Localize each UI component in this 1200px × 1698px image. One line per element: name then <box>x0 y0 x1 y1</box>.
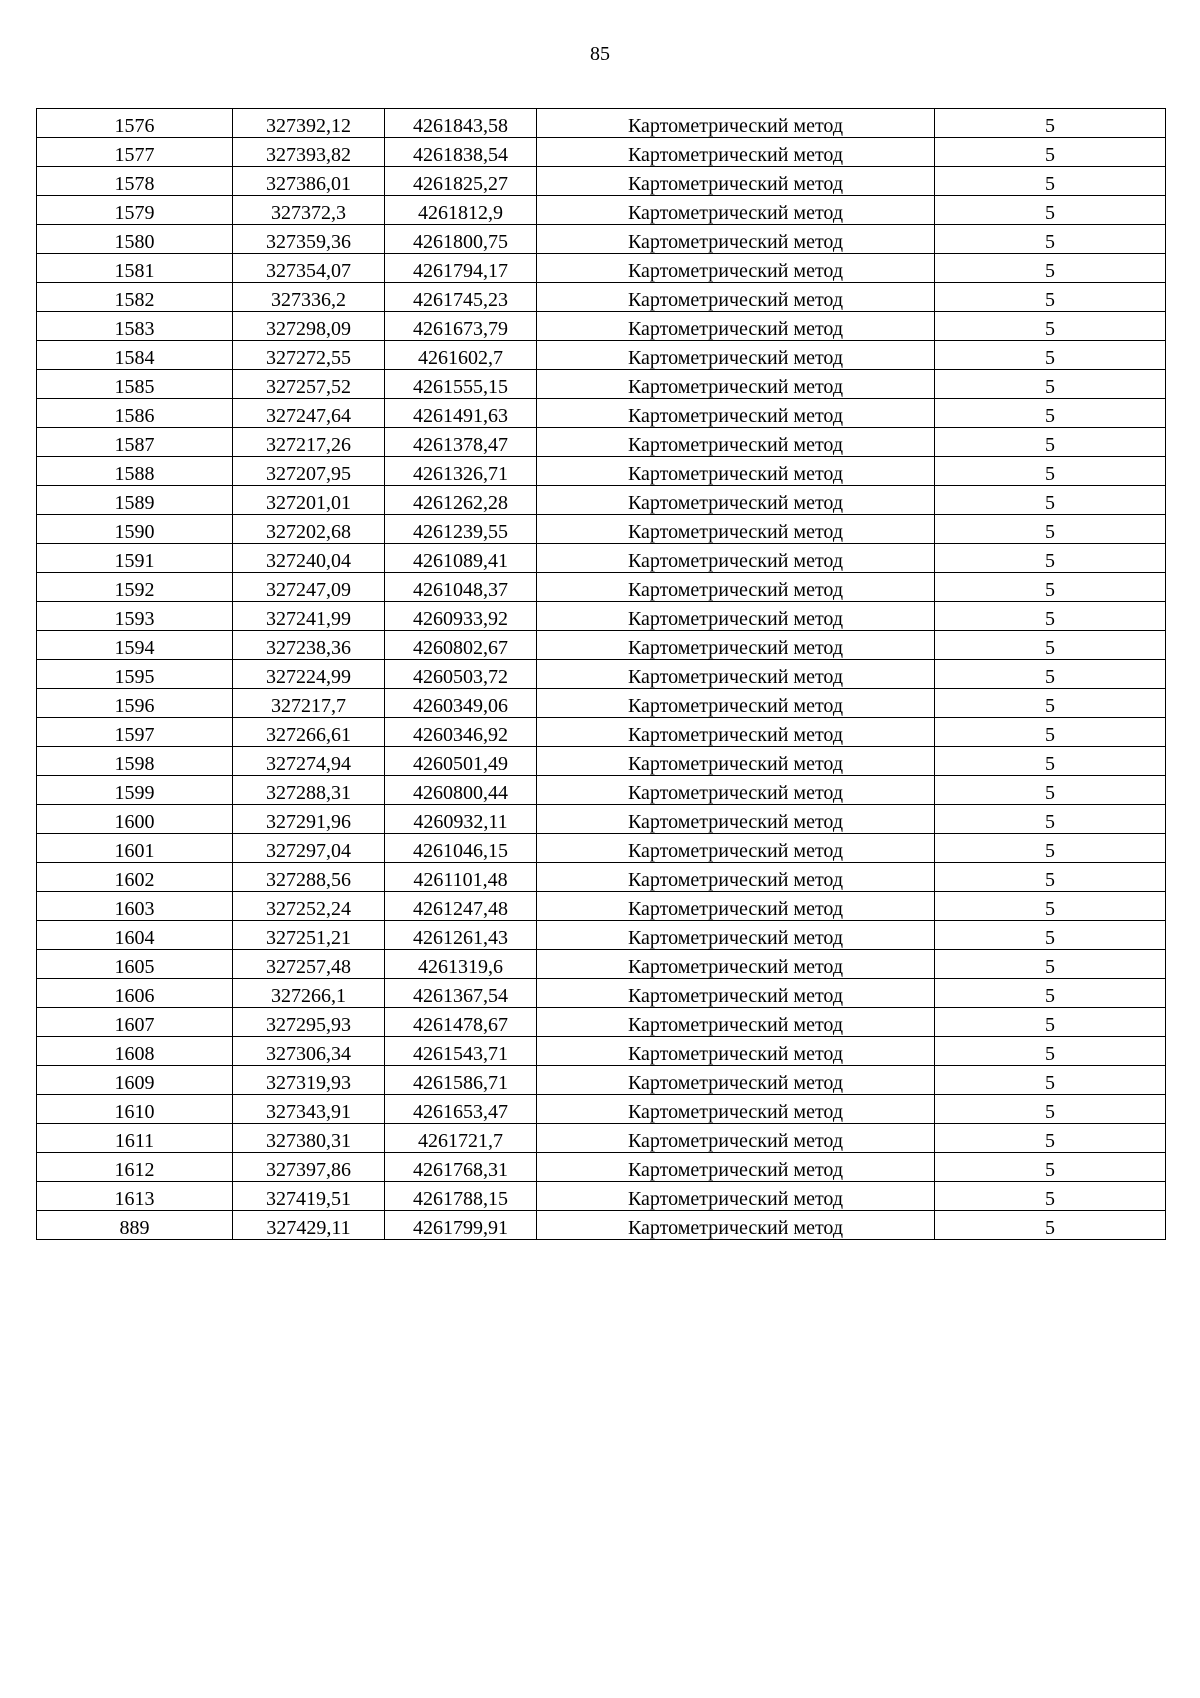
accuracy-cell: 5 <box>935 1153 1166 1182</box>
point-number-cell: 1605 <box>37 950 233 979</box>
y-coordinate-cell: 4261247,48 <box>385 892 537 921</box>
y-coordinate-cell: 4261555,15 <box>385 370 537 399</box>
x-coordinate-cell: 327291,96 <box>233 805 385 834</box>
y-coordinate-cell: 4261319,6 <box>385 950 537 979</box>
method-cell: Картометрический метод <box>537 428 935 457</box>
accuracy-cell: 5 <box>935 544 1166 573</box>
y-coordinate-cell: 4260800,44 <box>385 776 537 805</box>
method-cell: Картометрический метод <box>537 167 935 196</box>
x-coordinate-cell: 327217,26 <box>233 428 385 457</box>
table-row <box>37 254 1166 283</box>
point-number-cell: 1597 <box>37 718 233 747</box>
y-coordinate-cell: 4260933,92 <box>385 602 537 631</box>
method-cell: Картометрический метод <box>537 399 935 428</box>
method-cell: Картометрический метод <box>537 979 935 1008</box>
accuracy-cell: 5 <box>935 1066 1166 1095</box>
table-row <box>37 660 1166 689</box>
x-coordinate-cell: 327257,48 <box>233 950 385 979</box>
point-number-cell: 1581 <box>37 254 233 283</box>
point-number-cell: 1585 <box>37 370 233 399</box>
point-number-cell: 1592 <box>37 573 233 602</box>
method-cell: Картометрический метод <box>537 718 935 747</box>
accuracy-cell: 5 <box>935 805 1166 834</box>
table-row <box>37 1037 1166 1066</box>
point-number-cell: 1589 <box>37 486 233 515</box>
table-row <box>37 1095 1166 1124</box>
point-number-cell: 1591 <box>37 544 233 573</box>
point-number-cell: 1609 <box>37 1066 233 1095</box>
x-coordinate-cell: 327336,2 <box>233 283 385 312</box>
point-number-cell: 1576 <box>37 109 233 138</box>
x-coordinate-cell: 327201,01 <box>233 486 385 515</box>
table-row <box>37 544 1166 573</box>
x-coordinate-cell: 327266,61 <box>233 718 385 747</box>
accuracy-cell: 5 <box>935 254 1166 283</box>
x-coordinate-cell: 327429,11 <box>233 1211 385 1240</box>
x-coordinate-cell: 327386,01 <box>233 167 385 196</box>
point-number-cell: 1582 <box>37 283 233 312</box>
table-row <box>37 138 1166 167</box>
accuracy-cell: 5 <box>935 370 1166 399</box>
method-cell: Картометрический метод <box>537 196 935 225</box>
method-cell: Картометрический метод <box>537 544 935 573</box>
accuracy-cell: 5 <box>935 776 1166 805</box>
x-coordinate-cell: 327393,82 <box>233 138 385 167</box>
table-row <box>37 921 1166 950</box>
page-number: 85 <box>590 43 610 65</box>
accuracy-cell: 5 <box>935 1037 1166 1066</box>
y-coordinate-cell: 4261768,31 <box>385 1153 537 1182</box>
method-cell: Картометрический метод <box>537 457 935 486</box>
point-number-cell: 889 <box>37 1211 233 1240</box>
table-row <box>37 109 1166 138</box>
x-coordinate-cell: 327207,95 <box>233 457 385 486</box>
point-number-cell: 1608 <box>37 1037 233 1066</box>
accuracy-cell: 5 <box>935 312 1166 341</box>
point-number-cell: 1577 <box>37 138 233 167</box>
x-coordinate-cell: 327288,31 <box>233 776 385 805</box>
table-row <box>37 631 1166 660</box>
table-row <box>37 1124 1166 1153</box>
method-cell: Картометрический метод <box>537 776 935 805</box>
y-coordinate-cell: 4261261,43 <box>385 921 537 950</box>
method-cell: Картометрический метод <box>537 573 935 602</box>
accuracy-cell: 5 <box>935 428 1166 457</box>
method-cell: Картометрический метод <box>537 805 935 834</box>
accuracy-cell: 5 <box>935 399 1166 428</box>
method-cell: Картометрический метод <box>537 631 935 660</box>
point-number-cell: 1611 <box>37 1124 233 1153</box>
x-coordinate-cell: 327295,93 <box>233 1008 385 1037</box>
x-coordinate-cell: 327392,12 <box>233 109 385 138</box>
y-coordinate-cell: 4261745,23 <box>385 283 537 312</box>
table-row <box>37 1153 1166 1182</box>
y-coordinate-cell: 4261812,9 <box>385 196 537 225</box>
point-number-cell: 1601 <box>37 834 233 863</box>
point-number-cell: 1600 <box>37 805 233 834</box>
y-coordinate-cell: 4260501,49 <box>385 747 537 776</box>
method-cell: Картометрический метод <box>537 312 935 341</box>
point-number-cell: 1594 <box>37 631 233 660</box>
method-cell: Картометрический метод <box>537 1095 935 1124</box>
table-row <box>37 399 1166 428</box>
point-number-cell: 1598 <box>37 747 233 776</box>
x-coordinate-cell: 327288,56 <box>233 863 385 892</box>
y-coordinate-cell: 4261788,15 <box>385 1182 537 1211</box>
x-coordinate-cell: 327419,51 <box>233 1182 385 1211</box>
accuracy-cell: 5 <box>935 109 1166 138</box>
point-number-cell: 1613 <box>37 1182 233 1211</box>
y-coordinate-cell: 4261326,71 <box>385 457 537 486</box>
table-row <box>37 805 1166 834</box>
x-coordinate-cell: 327202,68 <box>233 515 385 544</box>
table-row <box>37 1066 1166 1095</box>
y-coordinate-cell: 4261367,54 <box>385 979 537 1008</box>
accuracy-cell: 5 <box>935 1008 1166 1037</box>
point-number-cell: 1586 <box>37 399 233 428</box>
table-row <box>37 225 1166 254</box>
accuracy-cell: 5 <box>935 689 1166 718</box>
accuracy-cell: 5 <box>935 138 1166 167</box>
y-coordinate-cell: 4261800,75 <box>385 225 537 254</box>
x-coordinate-cell: 327272,55 <box>233 341 385 370</box>
method-cell: Картометрический метод <box>537 1124 935 1153</box>
accuracy-cell: 5 <box>935 515 1166 544</box>
method-cell: Картометрический метод <box>537 1182 935 1211</box>
table-row <box>37 863 1166 892</box>
table-row <box>37 718 1166 747</box>
accuracy-cell: 5 <box>935 1182 1166 1211</box>
x-coordinate-cell: 327380,31 <box>233 1124 385 1153</box>
table-row <box>37 1211 1166 1240</box>
accuracy-cell: 5 <box>935 631 1166 660</box>
accuracy-cell: 5 <box>935 921 1166 950</box>
point-number-cell: 1587 <box>37 428 233 457</box>
point-number-cell: 1610 <box>37 1095 233 1124</box>
point-number-cell: 1593 <box>37 602 233 631</box>
x-coordinate-cell: 327251,21 <box>233 921 385 950</box>
method-cell: Картометрический метод <box>537 863 935 892</box>
table-row <box>37 515 1166 544</box>
accuracy-cell: 5 <box>935 747 1166 776</box>
accuracy-cell: 5 <box>935 457 1166 486</box>
accuracy-cell: 5 <box>935 892 1166 921</box>
x-coordinate-cell: 327372,3 <box>233 196 385 225</box>
y-coordinate-cell: 4261799,91 <box>385 1211 537 1240</box>
table-row <box>37 602 1166 631</box>
method-cell: Картометрический метод <box>537 660 935 689</box>
accuracy-cell: 5 <box>935 486 1166 515</box>
y-coordinate-cell: 4260503,72 <box>385 660 537 689</box>
table-row <box>37 312 1166 341</box>
method-cell: Картометрический метод <box>537 892 935 921</box>
table-row <box>37 776 1166 805</box>
table-row <box>37 689 1166 718</box>
x-coordinate-cell: 327266,1 <box>233 979 385 1008</box>
method-cell: Картометрический метод <box>537 689 935 718</box>
table-row <box>37 370 1166 399</box>
x-coordinate-cell: 327306,34 <box>233 1037 385 1066</box>
y-coordinate-cell: 4261794,17 <box>385 254 537 283</box>
table-row <box>37 283 1166 312</box>
accuracy-cell: 5 <box>935 950 1166 979</box>
x-coordinate-cell: 327359,36 <box>233 225 385 254</box>
method-cell: Картометрический метод <box>537 515 935 544</box>
y-coordinate-cell: 4261046,15 <box>385 834 537 863</box>
table-row <box>37 457 1166 486</box>
x-coordinate-cell: 327217,7 <box>233 689 385 718</box>
point-number-cell: 1583 <box>37 312 233 341</box>
y-coordinate-cell: 4261491,63 <box>385 399 537 428</box>
accuracy-cell: 5 <box>935 979 1166 1008</box>
y-coordinate-cell: 4261262,28 <box>385 486 537 515</box>
table-row <box>37 196 1166 225</box>
table-row <box>37 167 1166 196</box>
y-coordinate-cell: 4261602,7 <box>385 341 537 370</box>
table-row <box>37 979 1166 1008</box>
point-number-cell: 1607 <box>37 1008 233 1037</box>
method-cell: Картометрический метод <box>537 921 935 950</box>
point-number-cell: 1603 <box>37 892 233 921</box>
y-coordinate-cell: 4261048,37 <box>385 573 537 602</box>
accuracy-cell: 5 <box>935 1211 1166 1240</box>
accuracy-cell: 5 <box>935 602 1166 631</box>
method-cell: Картометрический метод <box>537 138 935 167</box>
table-row <box>37 573 1166 602</box>
x-coordinate-cell: 327298,09 <box>233 312 385 341</box>
y-coordinate-cell: 4261843,58 <box>385 109 537 138</box>
y-coordinate-cell: 4261673,79 <box>385 312 537 341</box>
x-coordinate-cell: 327354,07 <box>233 254 385 283</box>
x-coordinate-cell: 327247,09 <box>233 573 385 602</box>
y-coordinate-cell: 4261089,41 <box>385 544 537 573</box>
method-cell: Картометрический метод <box>537 602 935 631</box>
accuracy-cell: 5 <box>935 1095 1166 1124</box>
accuracy-cell: 5 <box>935 341 1166 370</box>
point-number-cell: 1579 <box>37 196 233 225</box>
point-number-cell: 1602 <box>37 863 233 892</box>
x-coordinate-cell: 327247,64 <box>233 399 385 428</box>
x-coordinate-cell: 327297,04 <box>233 834 385 863</box>
accuracy-cell: 5 <box>935 225 1166 254</box>
y-coordinate-cell: 4261838,54 <box>385 138 537 167</box>
y-coordinate-cell: 4261543,71 <box>385 1037 537 1066</box>
x-coordinate-cell: 327224,99 <box>233 660 385 689</box>
x-coordinate-cell: 327343,91 <box>233 1095 385 1124</box>
point-number-cell: 1588 <box>37 457 233 486</box>
table-row <box>37 892 1166 921</box>
method-cell: Картометрический метод <box>537 834 935 863</box>
method-cell: Картометрический метод <box>537 283 935 312</box>
method-cell: Картометрический метод <box>537 109 935 138</box>
method-cell: Картометрический метод <box>537 950 935 979</box>
x-coordinate-cell: 327397,86 <box>233 1153 385 1182</box>
point-number-cell: 1590 <box>37 515 233 544</box>
method-cell: Картометрический метод <box>537 486 935 515</box>
x-coordinate-cell: 327241,99 <box>233 602 385 631</box>
x-coordinate-cell: 327240,04 <box>233 544 385 573</box>
table-row <box>37 747 1166 776</box>
y-coordinate-cell: 4261825,27 <box>385 167 537 196</box>
y-coordinate-cell: 4261478,67 <box>385 1008 537 1037</box>
method-cell: Картометрический метод <box>537 1211 935 1240</box>
x-coordinate-cell: 327319,93 <box>233 1066 385 1095</box>
method-cell: Картометрический метод <box>537 1008 935 1037</box>
method-cell: Картометрический метод <box>537 1066 935 1095</box>
accuracy-cell: 5 <box>935 573 1166 602</box>
method-cell: Картометрический метод <box>537 225 935 254</box>
y-coordinate-cell: 4260346,92 <box>385 718 537 747</box>
table-row <box>37 950 1166 979</box>
table-row <box>37 428 1166 457</box>
point-number-cell: 1612 <box>37 1153 233 1182</box>
accuracy-cell: 5 <box>935 834 1166 863</box>
y-coordinate-cell: 4260802,67 <box>385 631 537 660</box>
accuracy-cell: 5 <box>935 167 1166 196</box>
method-cell: Картометрический метод <box>537 254 935 283</box>
y-coordinate-cell: 4260932,11 <box>385 805 537 834</box>
table-row <box>37 1182 1166 1211</box>
table-row <box>37 486 1166 515</box>
x-coordinate-cell: 327257,52 <box>233 370 385 399</box>
method-cell: Картометрический метод <box>537 747 935 776</box>
method-cell: Картометрический метод <box>537 1153 935 1182</box>
x-coordinate-cell: 327274,94 <box>233 747 385 776</box>
y-coordinate-cell: 4261239,55 <box>385 515 537 544</box>
y-coordinate-cell: 4261378,47 <box>385 428 537 457</box>
point-number-cell: 1580 <box>37 225 233 254</box>
method-cell: Картометрический метод <box>537 1037 935 1066</box>
y-coordinate-cell: 4261721,7 <box>385 1124 537 1153</box>
method-cell: Картометрический метод <box>537 341 935 370</box>
point-number-cell: 1595 <box>37 660 233 689</box>
accuracy-cell: 5 <box>935 660 1166 689</box>
accuracy-cell: 5 <box>935 718 1166 747</box>
table-row <box>37 341 1166 370</box>
accuracy-cell: 5 <box>935 1124 1166 1153</box>
x-coordinate-cell: 327252,24 <box>233 892 385 921</box>
point-number-cell: 1596 <box>37 689 233 718</box>
point-number-cell: 1604 <box>37 921 233 950</box>
accuracy-cell: 5 <box>935 283 1166 312</box>
accuracy-cell: 5 <box>935 196 1166 225</box>
point-number-cell: 1599 <box>37 776 233 805</box>
point-number-cell: 1578 <box>37 167 233 196</box>
point-number-cell: 1584 <box>37 341 233 370</box>
y-coordinate-cell: 4260349,06 <box>385 689 537 718</box>
method-cell: Картометрический метод <box>537 370 935 399</box>
x-coordinate-cell: 327238,36 <box>233 631 385 660</box>
coordinates-table-body <box>37 109 1166 1240</box>
y-coordinate-cell: 4261653,47 <box>385 1095 537 1124</box>
accuracy-cell: 5 <box>935 863 1166 892</box>
y-coordinate-cell: 4261586,71 <box>385 1066 537 1095</box>
y-coordinate-cell: 4261101,48 <box>385 863 537 892</box>
table-row <box>37 834 1166 863</box>
point-number-cell: 1606 <box>37 979 233 1008</box>
table-row <box>37 1008 1166 1037</box>
coordinates-table <box>36 108 1166 1240</box>
